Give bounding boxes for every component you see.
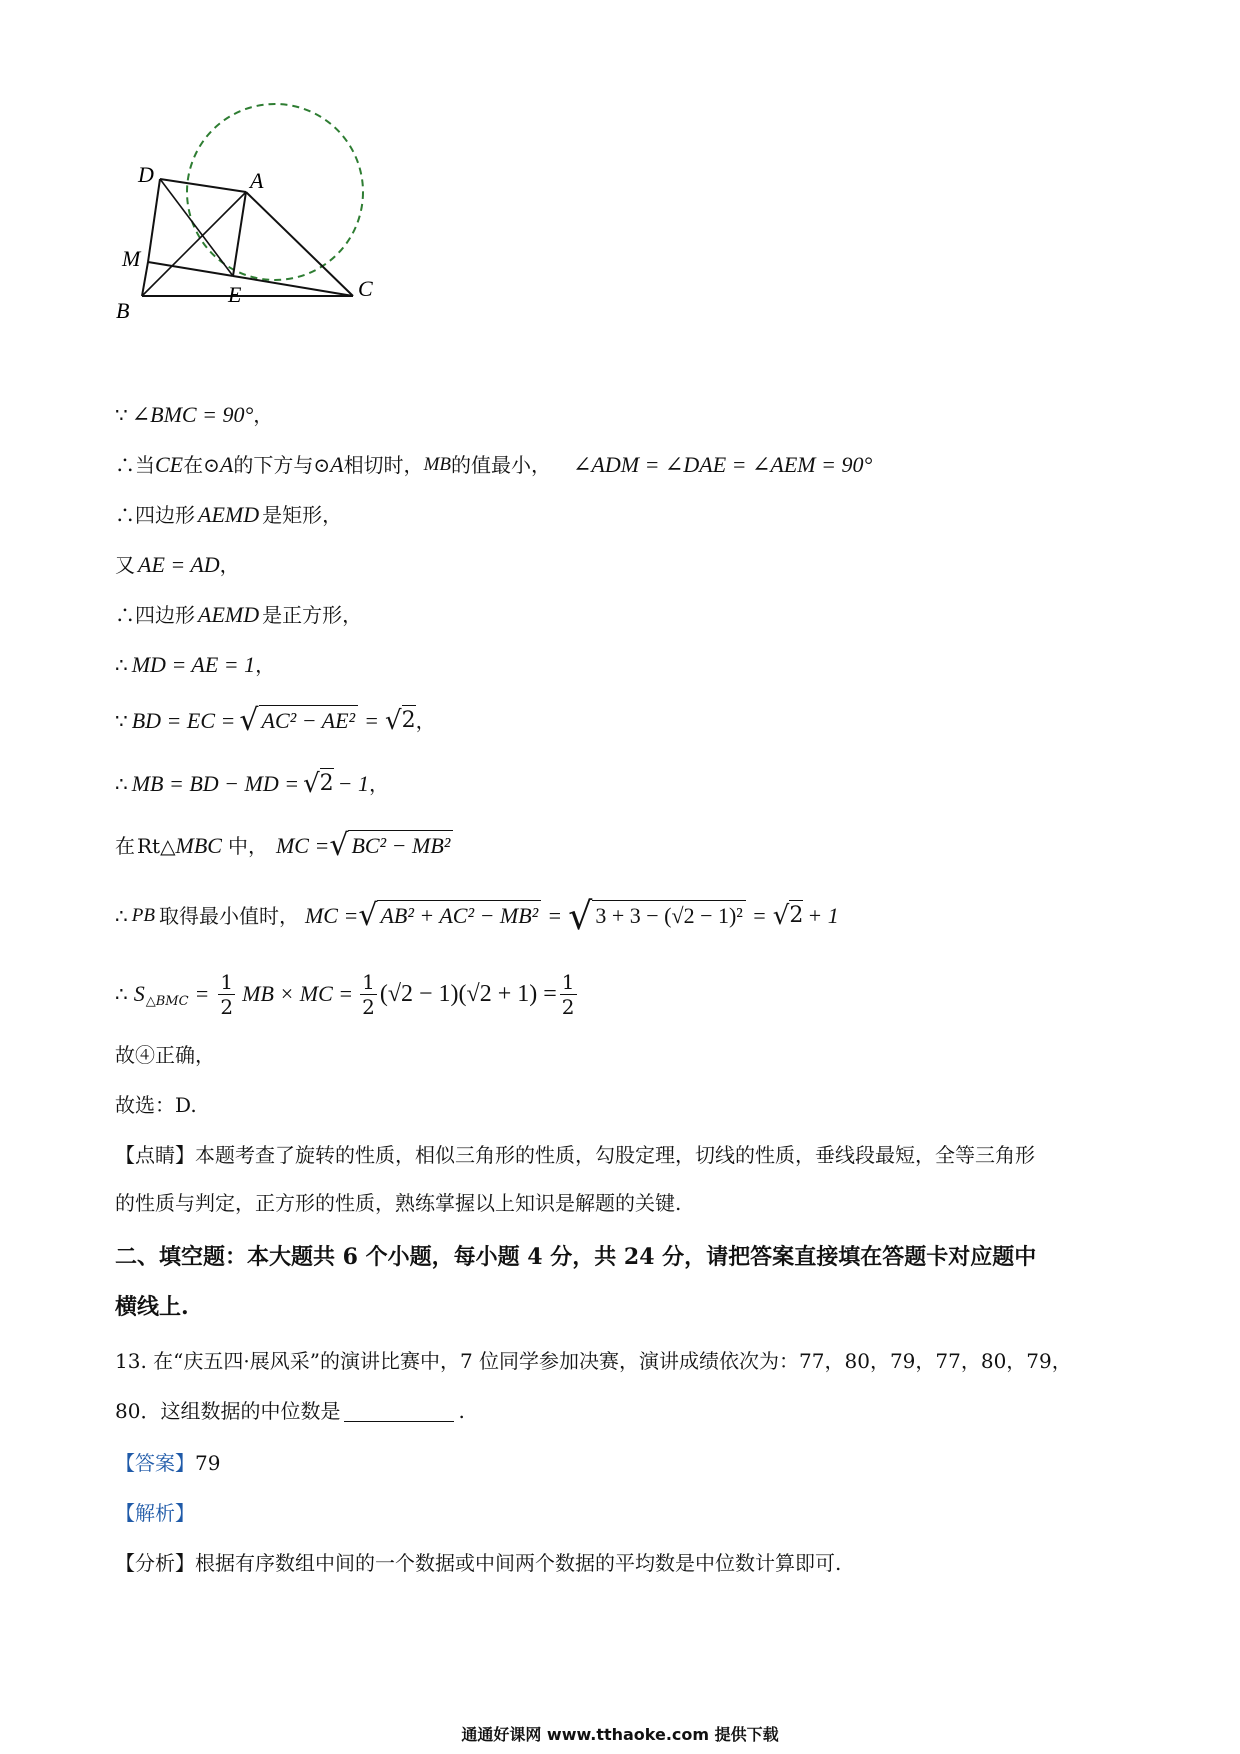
tag-dianjing: 【点睛】 xyxy=(115,1143,195,1167)
line-8: ∴ MB = BD − MD = √ 2 − 1 ， xyxy=(115,768,390,799)
segment-DE xyxy=(160,179,233,276)
segment-DM xyxy=(148,179,160,262)
segment-DA xyxy=(160,179,246,192)
analysis-line xyxy=(115,1498,195,1528)
expr-right-angles: ∠ADM = ∠DAE = ∠AEM = 90° xyxy=(573,452,873,477)
fraction-half-1: $\frac{1}{2}$ xyxy=(220,969,234,1019)
line-13: 故选：D. xyxy=(115,1093,197,1117)
line-6: ∴ MD = AE = 1 ， xyxy=(115,652,276,677)
answer-line: 【答案】 79 xyxy=(115,1448,220,1478)
tag-analysis: 【解析】 xyxy=(115,1501,195,1525)
label-D: D xyxy=(138,162,154,187)
line-11: ∴ S △BMC = $\frac{1}{2}$ MB × MC = $\frac{1}{2}$ (√2 − 1)(√2 + 1) = $\frac{1}{2}$ xyxy=(115,969,575,1019)
answer-blank xyxy=(344,1401,454,1422)
line-7: ∵ BD = EC = √ AC² − AE² = √ 2 ， xyxy=(115,702,436,738)
tag-fenxi: 【分析】 xyxy=(115,1551,195,1575)
footer-watermark: 通通好课网 www.tthaoke.com 提供下载 xyxy=(461,1725,779,1744)
line-15: 的性质与判定，正方形的性质，熟练掌握以上知识是解题的关键. xyxy=(115,1191,682,1215)
line-5: ∴四边形 AEMD 是正方形， xyxy=(115,602,363,627)
line-1: ∵ ∠BMC = 90° ， xyxy=(115,400,273,430)
label-B: B xyxy=(116,298,130,323)
label-E: E xyxy=(228,282,242,307)
line-12: 故④正确， xyxy=(115,1043,215,1067)
line-2: ∴当 CE 在 ⊙ A 的下方与 ⊙ A 相切时， MB 的值最小， ∠ADM = ∠DAE = ∠AEM = 90° xyxy=(115,450,872,480)
line-10: ∴ PB 取得最小值时， MC = √ AB² + AC² − MB² = √ 3 + 3 − (√2 − 1)² = √ 2 + 1 xyxy=(115,893,839,938)
geometry-figure xyxy=(116,110,440,360)
fraction-half-3: $\frac{1}{2}$ xyxy=(561,969,575,1019)
section-heading-cont: 横线上. xyxy=(115,1294,189,1320)
fraction-half-2: $\frac{1}{2}$ xyxy=(362,969,375,1019)
line-3: ∴四边形 AEMD 是矩形， xyxy=(115,502,343,527)
label-A: A xyxy=(250,168,264,193)
question-13-cont: 80．这组数据的中位数是 . xyxy=(115,1399,465,1423)
tag-answer: 【答案】 xyxy=(115,1451,195,1475)
label-M: M xyxy=(122,246,141,271)
expr-bmc: ∠BMC = 90° xyxy=(131,402,254,427)
segment-AB xyxy=(142,192,246,296)
line-4: 又 AE = AD ， xyxy=(115,552,240,577)
dashed-circle xyxy=(187,104,363,280)
segment-ME xyxy=(148,262,233,276)
line-9: 在 Rt △ MBC 中， MC = √ BC² − MB² xyxy=(115,830,453,861)
label-C: C xyxy=(358,276,373,301)
fenxi-line: 【分析】 根据有序数组中间的一个数据或中间两个数据的平均数是中位数计算即可. xyxy=(115,1548,841,1578)
question-13: 13. 在“庆五四·展风采”的演讲比赛中，7 位同学参加决赛，演讲成绩依次为：77，80，79，77，80，79， xyxy=(115,1349,1072,1373)
section-heading: 二、填空题：本大题共 6 个小题，每小题 4 分，共 24 分，请把答案直接填在答题卡对应题中 xyxy=(115,1244,1037,1270)
line-14-dianjing: 【点睛】 本题考查了旋转的性质，相似三角形的性质，勾股定理，切线的性质，垂线段最短，全等三角形 xyxy=(115,1140,1035,1170)
segment-AE xyxy=(233,192,246,276)
